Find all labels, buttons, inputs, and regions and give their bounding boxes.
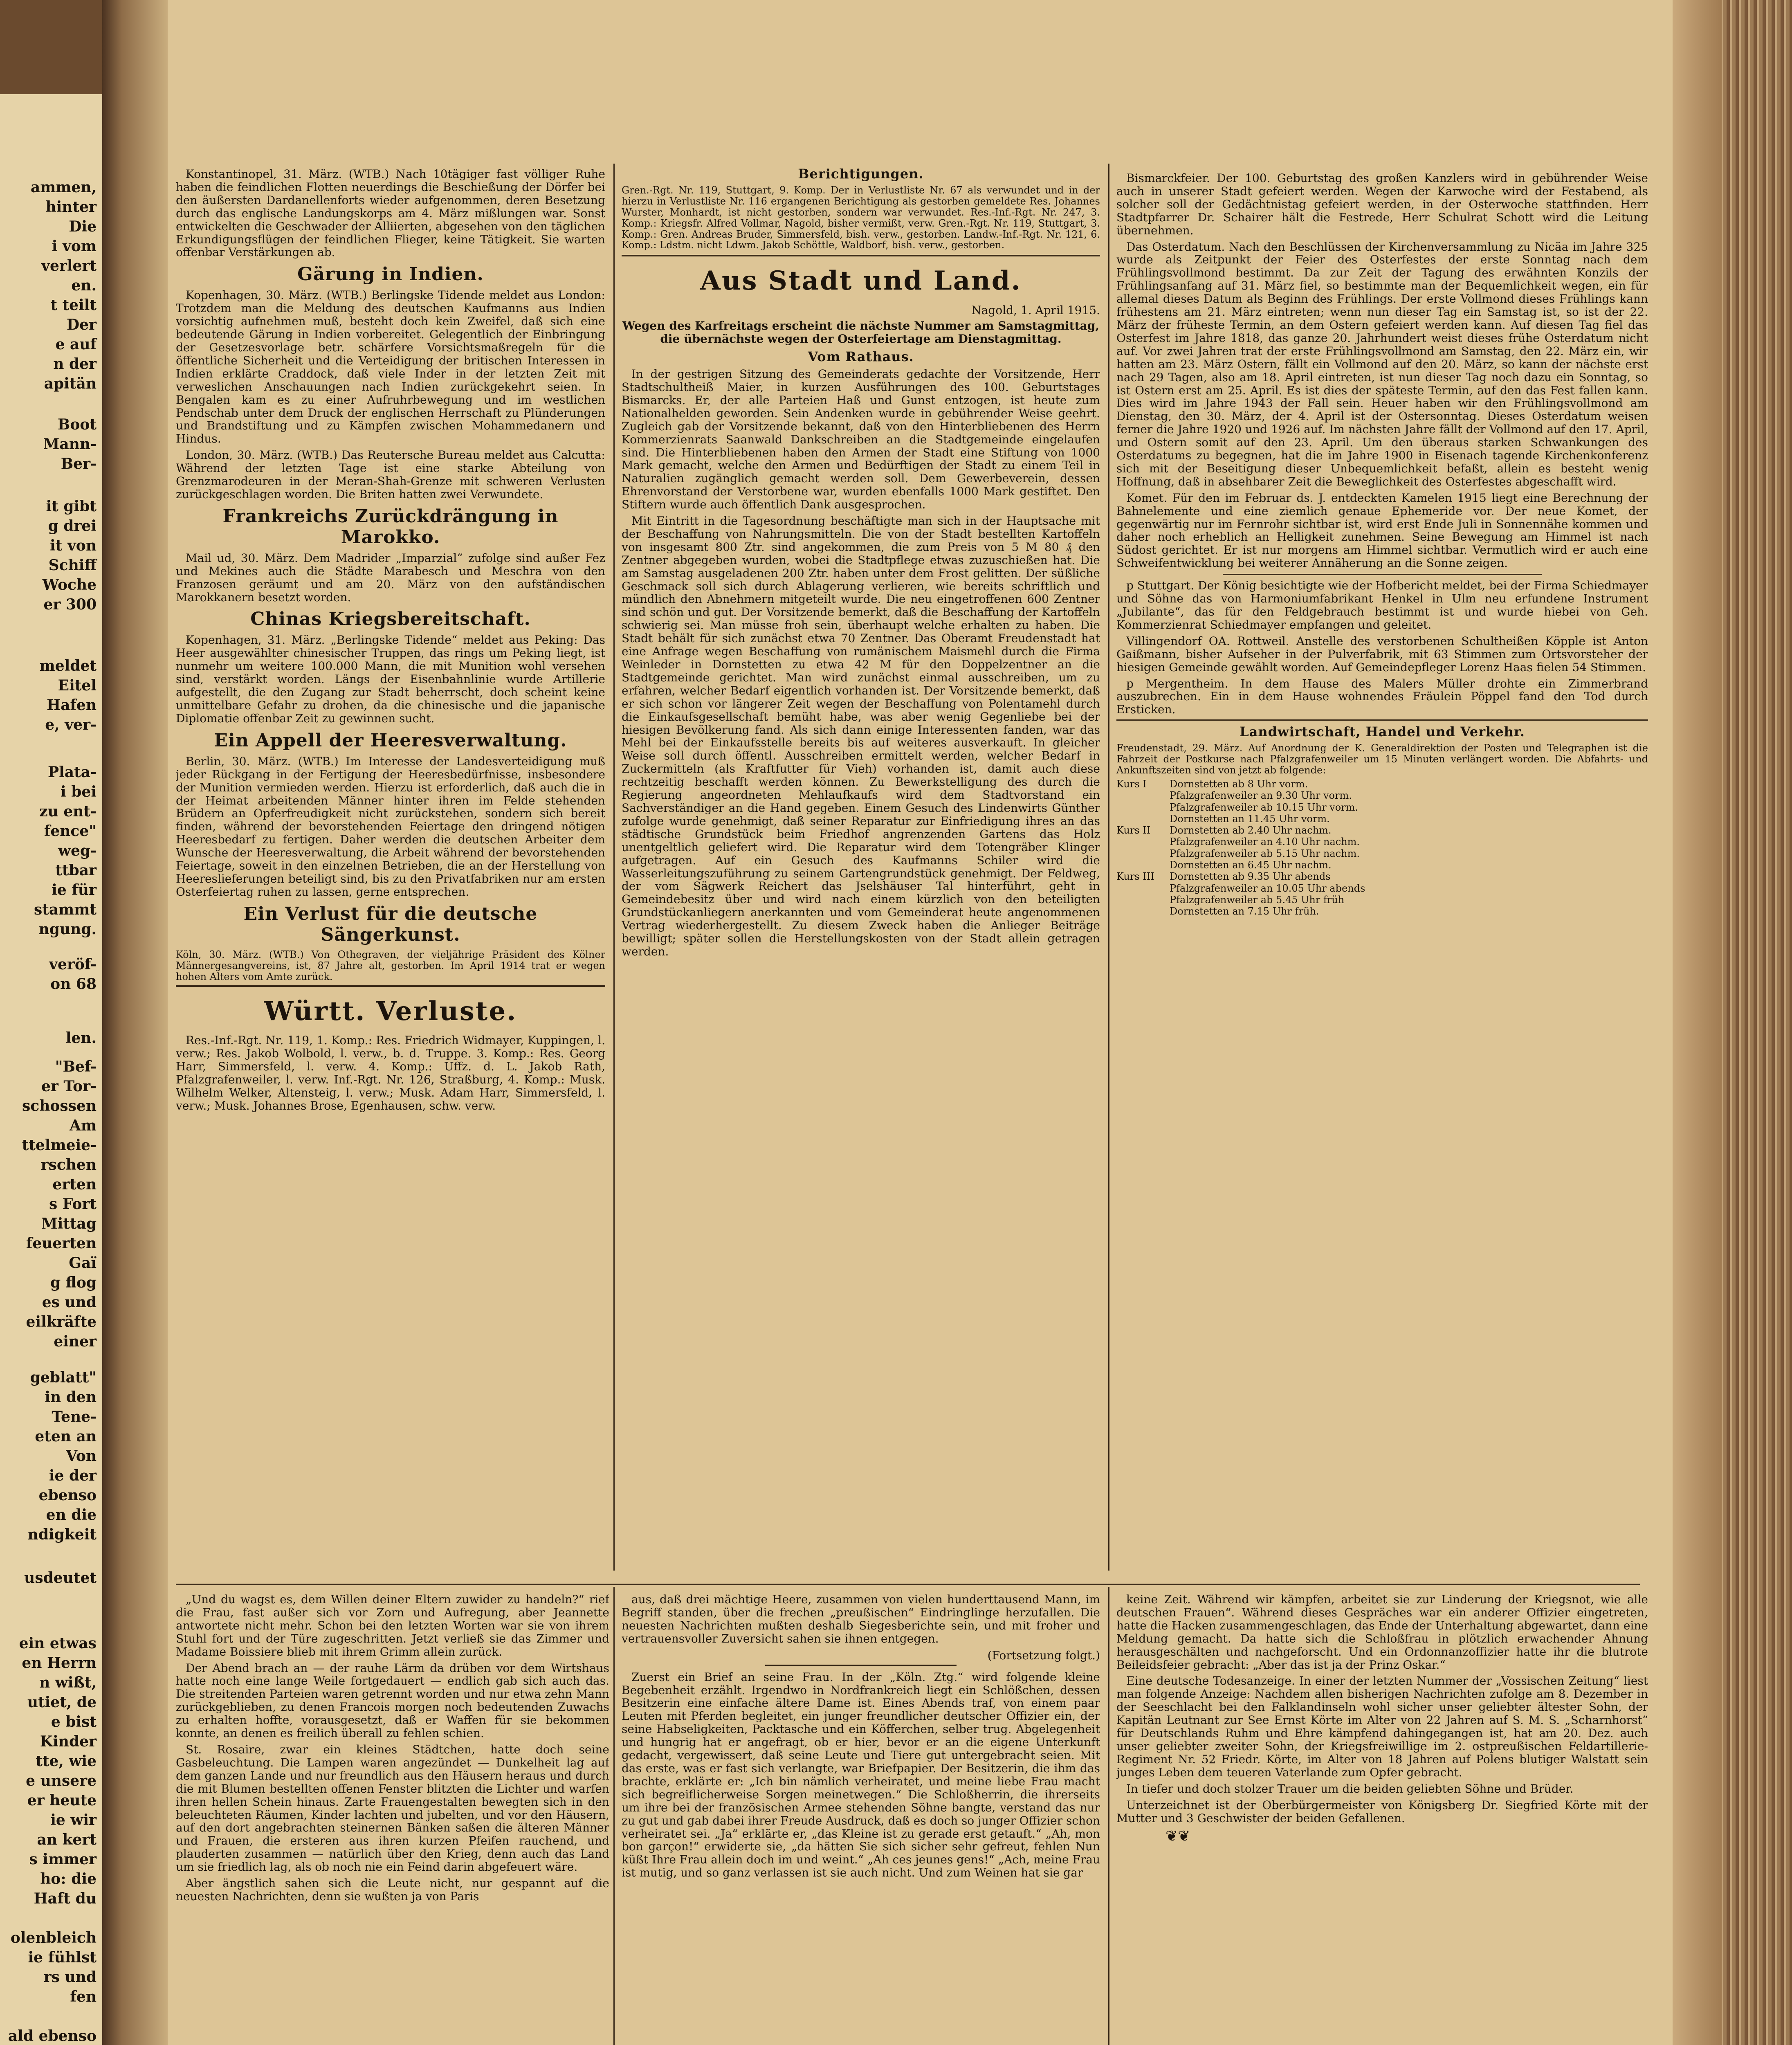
prev-page-fragment: einer	[54, 1333, 97, 1350]
headline-landwirtschaft: Landwirtschaft, Handel und Verkehr.	[1240, 724, 1525, 740]
prev-page-fragment: feuerten	[26, 1235, 97, 1252]
prev-page-fragment: schossen	[22, 1097, 97, 1115]
schedule-kurs: Kurs I	[1116, 778, 1147, 790]
prev-page-fragment: Boot	[57, 416, 97, 433]
prev-page-fragment: Haft du	[34, 1890, 97, 1907]
feuilleton-3-p4: Unterzeichnet ist der Oberbürgermeister von Königsberg Dr. Siegfried Körte mit der Mutter und 3 Geschwister der beiden Gefallenen.	[1116, 1798, 1648, 1825]
prev-page-fragment: olenbleich	[10, 1929, 97, 1946]
prev-page-fragment: eilkräfte	[26, 1313, 97, 1330]
feuilleton-column-1	[176, 1593, 609, 2045]
prev-page-fragment: ho: die	[40, 1870, 97, 1888]
prev-page-fragment: er 300	[43, 596, 97, 613]
prev-page-fragment: an kert	[37, 1831, 97, 1848]
article-indien-1: Kopenhagen, 30. März. (WTB.) Berlingske Tidende meldet aus London: Trotzdem man die Meldung des deutschen Kaufmanns aus Indien vorsichtig aufnehmen muß, besteht doch kein Zweifel, daß sich eine bedeutende Gärung in Indien vorbereitet. Gelegentlich der Einbringung der Gesetzesvorlage betr. schärfere Vorsichtsmaßregeln für die öffentliche Sicherheit und die Verteidigung der britischen Interessen in Indien erklärte Craddock, daß viele Inder in der letzten Zeit mit verweslichen Anschauungen nach Indien zurückgekehrt seien. In Bengalen kam es zu einer Aufruhrbewegung und im westlichen Pendschab unter dem Druck der englischen Herrschaft zu Plünderungen und Brandstiftung und zu Kämpfen zwischen Mohammedanern und Hindus.	[176, 288, 605, 446]
column-2	[622, 164, 1100, 1575]
prev-page-fragment: stammt	[34, 901, 97, 918]
prev-page-fragment: zu ent-	[39, 803, 97, 820]
prev-page-fragment: on 68	[50, 975, 97, 993]
prev-page-fragment: e bist	[51, 1713, 97, 1730]
prev-page-fragment: Gaï	[69, 1254, 97, 1272]
article-saenger: Köln, 30. März. (WTB.) Von Othegraven, der vieljährige Präsident des Kölner Männergesangvereins, ist, 87 Jahre alt, gestorben. Im April 1914 trat er wegen hohen Alters vom Amte zurück.	[176, 948, 605, 982]
schedule-row	[1116, 836, 1648, 847]
schedule-kurs	[1116, 802, 1165, 813]
article-indien-2: London, 30. März. (WTB.) Das Reutersche Bureau meldet aus Calcutta: Während der letzten Tage ist eine starke Abteilung von Grenzmarodeuren in der Meran-Shah-Grenze mit schweren Verlusten zurückgeschlagen worden. Die Briten hatten zwei Verwundete.	[176, 448, 605, 501]
headline-marokko: Frankreichs Zurückdrängung in Marokko.	[222, 506, 559, 548]
prev-page-fragment: Hafen	[47, 697, 97, 714]
prev-page-fragment: e, ver-	[45, 716, 97, 733]
prev-page-fragment: rschen	[40, 1156, 97, 1173]
headline-verluste: Württ. Verluste.	[264, 996, 517, 1027]
schedule-row	[1116, 883, 1648, 894]
article-marokko: Mail ud, 30. März. Dem Madrider „Imparzial“ zufolge sind außer Fez und Mekines auch die Städte Marabesch und Meschra von den Franzosen geräumt und am 20. März von den aufständischen Marokkanern besetzt worden.	[176, 551, 605, 604]
feuilleton-1-p3: St. Rosaire, zwar ein kleines Städtchen, hatte doch seine Gasbeleuchtung. Die Lampen waren angezündet — Dunkelheit lag auf dem ganzen Lande und nur freundlich aus den Häusern heraus und durch die mit Blumen bestellten offenen Fenster blitzten die Lichter und warfen ihren hellen Schein hinaus. Zarte Frauengestalten bewegten sich in den beleuchteten Räumen, Kinder lachten und jubelten, und vor den Häusern, auf den dort angebrachten steinernen Bänken saßen die älteren Männer und Frauen, die ersteren aus ihren kurzen Pfeifen rauchend, und plauderten zusammen — natürlich über den Krieg, denn auch das Land um sie friedlich lag, als ob noch nie ein Feind darin abgefeuert wäre.	[176, 1742, 609, 1874]
prev-page-fragment: usdeutet	[24, 1569, 97, 1587]
prev-page-fragment: Die	[69, 218, 97, 235]
prev-page-fragment: er Tor-	[41, 1078, 97, 1095]
schedule-row	[1116, 894, 1648, 906]
prev-page-fragment: en die	[46, 1506, 97, 1524]
prev-page-fragment: ie fühlst	[28, 1949, 97, 1966]
prev-page-fragment: ammen,	[30, 179, 97, 196]
schedule-time: Pfalzgrafenweiler an 10.05 Uhr abends	[1170, 882, 1365, 894]
schedule-time: Dornstetten ab 8 Uhr vorm.	[1170, 778, 1308, 790]
prev-page-fragment: verlert	[41, 257, 97, 274]
article-villingendorf: Villingendorf OA. Rottweil. Anstelle des verstorbenen Schultheißen Köpple ist Anton Gaißmann, bisher Aufseher in der Pulverfabrik, mit 63 Stimmen zum Ortsvorsteher der hiesigen Gemeinde gewählt worden. Auf Gemeindepfleger Lorenz Haas fielen 54 Stimmen.	[1116, 634, 1648, 674]
prev-page-fragment: ie der	[49, 1467, 97, 1484]
prev-page-fragment: it gibt	[46, 498, 97, 515]
article-rathaus-1: In der gestrigen Sitzung des Gemeinderats gedachte der Vorsitzende, Herr Stadtschultheiß Maier, in kurzen Ausführungen des 100. Geburtstages Bismarcks. Er, der alle Parteien Haß und Gunst entzogen, ist heute zum Nationalhelden geworden. Sein Andenken wurde in gebührender Weise geehrt. Zugleich gab der Vorsitzende bekannt, daß von den Hinterbliebenen des Herrn Kommerzienrats Saanwald Dankschreiben an die Stadtgemeinde eingelaufen sind. Die Hinterbliebenen haben den Armen der Stadt eine Stiftung von 1000 Mark gemacht, welche den Armen und Bedürftigen der Stadt zu einem Teil in Naturalien zugänglich gemacht werden soll. Dem Gewerbeverein, dessen Ehrenvorstand der Verstorbene war, wurden ebenfalls 1000 Mark gestiftet. Den Stiftern wurde auch öffentlich Dank ausgesprochen.	[622, 367, 1100, 512]
article-china: Kopenhagen, 31. März. „Berlingske Tidende“ meldet aus Peking: Das Heer ausgewählter chinesischer Truppen, das rings um Peking liegt, ist nunmehr um weitere 100.000 Mann, die mit Munition wohl versehen sind, verstärkt worden. Längs der Eisenbahnlinie wurde Artillerie aufgestellt, die den Zugang zur Stadt beherrscht, doch scheint keine unmittelbare Gefahr zu drohen, da die chinesische und die japanische Diplomatie offenbar Zeit zu gewinnen sucht.	[176, 633, 605, 725]
prev-page-fragment: Von	[66, 1447, 97, 1465]
feuilleton-column-2	[622, 1593, 1100, 2045]
prev-page-fragment: en Herrn	[22, 1654, 97, 1672]
schedule-row	[1116, 778, 1648, 790]
headline-stadt-und-land: Aus Stadt und Land.	[700, 265, 1022, 297]
schedule-row	[1116, 848, 1648, 859]
article-berichtigungen: Gren.-Rgt. Nr. 119, Stuttgart, 9. Komp. Der in Verlustliste Nr. 67 als verwundet und in der hierzu in Verlustliste Nr. 116 ergangenen Berichtigung als gestorben gemeldete Res. Johannes Wurster, Monhardt, ist nicht gestorben, sondern war verwundet. Res.-Inf.-Rgt. Nr. 247, 3. Komp.: Kriegsfr. Alfred Vollmar, Nagold, bisher vermißt, verw. Gren.-Rgt. Nr. 119, Stuttgart, 3. Komp.: Gren. Andreas Bruder, Simmersfeld, bish. verw., gestorben. Landw.-Inf.-Rgt. Nr. 121, 6. Komp.: Ldstm. nicht Ldwm. Jakob Schöttle, Waldborf, bish. verw., gestorben.	[622, 184, 1100, 251]
article-appell: Berlin, 30. März. (WTB.) Im Interesse der Landesverteidigung muß jeder Rückgang in der Fertigung der Heeresbedürfnisse, insbesondere der Munition vermieden werden. Hierzu ist erforderlich, daß auch die in der Heimat arbeitenden Männer hinter ihren im Felde stehenden Brüdern an Opferfreudigkeit nicht zurückstehen, sondern sich bereit finden, während der bevorstehenden Feiertage den dringend nötigen Heeresbedarf zu fertigen. Daher werden die deutschen Arbeiter dem Wunsche der Heeresverwaltung, die Arbeit während der bevorstehenden Feiertage, soweit in den einzelnen Betrieben, die an der Herstellung von Heereslieferungen beteiligt sind, bis zu den Privatfabriken nur am ersten Osterfeiertag ruhen zu lassen, gerne entsprechen.	[176, 754, 605, 899]
schedule-time: Dornstetten an 11.45 Uhr vorm.	[1170, 813, 1330, 825]
prev-page-fragment: ndigkeit	[27, 1526, 97, 1543]
prev-page-fragment: len.	[65, 1029, 97, 1047]
schedule-time: Dornstetten ab 9.35 Uhr abends	[1170, 871, 1331, 883]
prev-page-fragment: n der	[53, 355, 97, 373]
schedule-row	[1116, 802, 1648, 813]
headline-saenger: Ein Verlust für die deutsche Sängerkunst.	[243, 903, 538, 945]
prev-page-fragment: fence"	[44, 822, 97, 840]
ornament-icon: ❦❦	[1165, 1828, 1190, 1845]
prev-page-fragment: meldet	[39, 657, 97, 674]
prev-page-fragment: ald ebenso	[8, 2027, 97, 2045]
column-rule-1	[613, 164, 615, 1571]
feuilleton-2-p1: aus, daß drei mächtige Heere, zusammen von vielen hunderttausend Mann, im Begriff standen, über die frechen „preußischen“ Eindringlinge herzufallen. Die neuesten Nachrichten mußten deshalb Siegesberichte sein, und mit froher und vertrauensvoller Zuversicht sahen sie ihnen entgegen.	[622, 1593, 1100, 1645]
prev-page-fragment: ein etwas	[19, 1635, 97, 1652]
feuilleton-rule-1	[613, 1587, 615, 2045]
book-gutter	[102, 0, 168, 2045]
article-komet: Komet. Für den im Februar ds. J. entdeckten Kamelen 1915 liegt eine Berechnung der Bahnelemente und eine ziemlich genaue Ephemeride vor. Der neue Komet, der gegenwärtig nur im Fernrohr sichtbar ist, wird erst Ende Juli in Sonnennähe kommen und daher noch erheblich an Helligkeit zunehmen. Seine Bewegung am Himmel ist nach Südost gerichtet. Er ist nur morgens am Himmel sichtbar. Vermutlich wird er auch eine Schweifentwicklung bei weiterer Annäherung an die Sonne zeigen.	[1116, 491, 1648, 570]
prev-page-fragment: Mittag	[41, 1215, 97, 1232]
article-stuttgart: p Stuttgart. Der König besichtigte wie der Hofbericht meldet, bei der Firma Schiedmayer und Söhne das von Harmoniumfabrikant Henkel in Ulm neu erfundene Instrument „Jubilante“, das für den Feldgebrauch bestimmt ist und wurde hiebei von Geh. Kommerzienrat Schiedmayer empfangen und geleitet.	[1116, 579, 1648, 631]
feuilleton-1-p1: „Und du wagst es, dem Willen deiner Eltern zuwider zu handeln?“ rief die Frau, fast außer sich vor Zorn und Aufregung, aber Jeannette antwortete nicht mehr. Schon bei den letzten Worten war sie von ihrem Stuhl fort und der Türe zugeschritten. Jetzt verließ sie das Zimmer und Madame Boissiere blieb mit ihrem Grimm allein zurück.	[176, 1593, 609, 1658]
article-bismarckfeier: Bismarckfeier. Der 100. Geburtstag des großen Kanzlers wird in gebührender Weise auch in unserer Stadt gefeiert werden. Wegen der Karwoche wird der Festabend, als solcher soll der Gedächtnistag gefeiert werden, in der Osterwoche stattfinden. Herr Stadtpfarrer Dr. Schairer hält die Festrede, Herr Schulrat Schott wird die Leitung übernehmen.	[1116, 172, 1648, 237]
prev-page-fragment: eten an	[35, 1428, 97, 1445]
schedule-row	[1116, 906, 1648, 917]
schedule-kurs	[1116, 848, 1165, 859]
prev-page-fragment: weg-	[58, 842, 97, 859]
prev-page-fragment: g drei	[48, 517, 97, 535]
prev-page-fragment: e auf	[55, 336, 97, 353]
notice-karfreitag: Wegen des Karfreitags erscheint die nächste Nummer am Samstagmittag, die übernächste wegen der Osterfeiertage am Dienstagmittag.	[622, 319, 1100, 346]
headline-berichtigungen: Berichtigungen.	[798, 166, 924, 182]
article-verluste: Res.-Inf.-Rgt. Nr. 119, 1. Komp.: Res. Friedrich Widmayer, Kuppingen, l. verw.; Res. Jakob Wolbold, l. verw., b. d. Truppe. 3. Komp.: Res. Georg Harr, Simmersfeld, l. verw. 4. Komp.: Uffz. d. L. Jakob Rath, Pfalzgrafenweiler, l. verw. Inf.-Rgt. Nr. 126, Straßburg, 4. Komp.: Musk. Wilhelm Welker, Altensteig, l. verw.; Musk. Adam Harr, Simmersfeld, l. verw.; Musk. Johannes Brose, Egenhausen, schw. verw.	[176, 1034, 605, 1112]
schedule-time: Dornstetten an 6.45 Uhr nachm.	[1170, 859, 1332, 871]
schedule-kurs	[1116, 859, 1165, 871]
prev-page-fragment: hinter	[45, 198, 97, 216]
prev-page-fragment: t teilt	[50, 297, 97, 314]
feuilleton-1-p4: Aber ängstlich sahen sich die Leute nicht, nur gespannt auf die neuesten Nachrichten, denn sie wußten ja von Paris	[176, 1876, 609, 1903]
schedule-kurs	[1116, 790, 1165, 801]
schedule-kurs	[1116, 883, 1165, 894]
schedule-kurs	[1116, 906, 1165, 917]
prev-page-fragment: veröf-	[49, 956, 97, 973]
schedule-time: Pfalzgrafenweiler ab 10.15 Uhr vorm.	[1170, 801, 1359, 813]
prev-page-fragment: Schiff	[48, 557, 97, 574]
fortsetzung-folgt: (Fortsetzung folgt.)	[987, 1648, 1100, 1662]
feuilleton-3-p2: Eine deutsche Todesanzeige. In einer der letzten Nummer der „Vossischen Zeitung“ liest man folgende Anzeige: Nachdem allen bisherigen Nachrichten zufolge am 8. Dezember in der Seeschlacht bei den Falklandinseln wohl sicher unser geliebter ältester Sohn, der Kapitän Leutnant zur See Ernst Körte im Alter von 22 Jahren auf S. M. S. „Scharnhorst“ für Deutschlands Ruhm und Ehre kämpfend dahingegangen ist, hat am 20. Dez. auch unser geliebter zweiter Sohn, der Kriegsfreiwillige im 2. ostpreußischen Feldartillerie-Regiment Nr. 52 Friedr. Körte, im Alter von 18 Jahren auf Polens blutiger Walstatt sein junges Leben dem teueren Vaterlande zum Opfer gebracht.	[1116, 1674, 1648, 1779]
feuilleton-1-p2: Der Abend brach an — der rauhe Lärm da drüben vor dem Wirtshaus hatte noch eine lange Weile fortgedauert — endlich gab sich auch das. Die streitenden Parteien waren getrennt worden und nur etwa zehn Mann zurückgeblieben, zu denen Francois morgen noch bedeutenden Zuwachs zu erhalten hoffte, vorausgesetzt, daß er Waffen für sie bekommen konnte, an denen es freilich überall zu fehlen schien.	[176, 1661, 609, 1740]
feuilleton-3-p1: keine Zeit. Während wir kämpfen, arbeitet sie zur Linderung der Kriegsnot, wie alle deutschen Frauen“. Während dieses Gespräches war ein anderer Offizier eingetreten, hatte die Hacken zusammengeschlagen, das Ende der Unterhaltung abgewartet, dann eine Meldung gemacht. Da hatte sich die Schloßfrau in plötzlich erwachender Ahnung herausgeschälten und nachgeforscht. Und ein Ordonnanzoffizier hatte ihr die blutrote Beileidsfeier gebracht: „Aber das ist ja der Prinz Oskar.“	[1116, 1593, 1648, 1672]
prev-page-fragment: ebenso	[38, 1487, 97, 1504]
prev-page-fragment: i bei	[61, 783, 97, 800]
feuilleton-2-p2: Zuerst ein Brief an seine Frau. In der „Köln. Ztg.“ wird folgende kleine Begebenheit erzählt. Irgendwo in Nordfrankreich liegt ein Schlößchen, dessen Besitzerin eine einfache ältere Dame ist. Eines Abends traf, von einem paar Leuten mit Pferden begleitet, ein junger freundlicher deutscher Offizier ein, der seine Habseligkeiten, Packtasche und ein Köfferchen, selber trug. Abgelegenheit und hungrig hat er angefragt, ob er hier, bevor er an die eigene Unterkunft gedacht, vergewissert, daß seine Leute und Tiere gut untergebracht seien. Mit das erste, was er fast sich verlangte, war Briefpapier. Der Besitzerin, die ihm das brachte, erklärte er: „Ich bin nämlich verheiratet, und meine liebe Frau macht sich begreiflicherweise Sorgen meinetwegen.“ Die Schloßherrin, die ihrerseits um ihre bei der französischen Armee stehenden Söhne bangte, verstand das nur zu gut und gab dabei ihrer Freude Ausdruck, daß es doch so junger Offizier schon verheiratet sei. „Ja“ erklärte er, „das Kleine ist zu gerade erst getauft.“ „Ah, mon bon garçon!“ erwiderte sie, „da hätten Sie sich sicher sehr gefreut, fehlen Nun küßt Ihre Frau allein doch im und weint.“ „Ah ces jeunes gens!“ „Ach, meine Frau ist mutig, und so ganz verlassen ist sie auch nicht. Und zum Weinen hat sie gar	[622, 1670, 1100, 1880]
prev-page-fragment: s immer	[29, 1851, 97, 1868]
previous-page-edge	[0, 94, 102, 2045]
schedule-time: Dornstetten an 7.15 Uhr früh.	[1170, 906, 1319, 917]
schedule-kurs: Kurs II	[1116, 825, 1151, 836]
prev-page-fragment: Am	[69, 1117, 97, 1134]
column-3	[1116, 172, 1648, 1579]
prev-page-fragment: Kinder	[40, 1733, 97, 1750]
column-rule-2	[1108, 164, 1109, 1571]
schedule-row	[1116, 859, 1648, 871]
schedule-time: Pfalzgrafenweiler ab 5.15 Uhr nachm.	[1170, 847, 1360, 859]
prev-page-fragment: Woche	[42, 576, 97, 593]
prev-page-fragment: ttbar	[55, 862, 97, 879]
headline-rathaus: Vom Rathaus.	[808, 349, 914, 365]
prev-page-fragment: apitän	[44, 375, 97, 392]
article-osterdatum: Das Osterdatum. Nach den Beschlüssen der Kirchenversammlung zu Nicäa im Jahre 325 wurde als Zeitpunkt der Feier des Osterfestes der erste Sonntag nach dem Frühlingsvollmond bestimmt. Da zur Zeit der Tagung des erwähnten Konzils der Frühlingsanfang auf 31. März fiel, so bestimmte man der Bequemlichkeit wegen, ein für allemal dieses Datum als Beginn des Frühlings. Der erste Vollmond dieses Frühlings kann frühestens am 21. März eintreten; wenn nun dieser Tag ein Samstag ist, so ist der 22. März der früheste Termin, an dem Ostern gefeiert werden kann. Auf diesen Tag fiel das Osterfest im Jahre 1818, das ganze 20. Jahrhundert weist dieses frühe Osterdatum nicht auf. Vor zwei Jahren trat der erste Frühlingsvollmond am Samstag, den 22. März ein, wir hatten am 23. März Ostern, fällt ein Vollmond auf den 20. März, so kann der nächste erst nach 29 Tagen, also am 18. April eintreten, ist nun dieser Tag noch dazu ein Sonntag, so ist Ostern erst am 25. April. Es ist dies der späteste Termin, auf den das Fest fallen kann. Dies wird im Jahre 1943 der Fall sein. Heuer haben wir den Frühlingsvollmond am Dienstag, den 30. März, der 4. April ist der Ostersonntag. Dieses Osterdatum weisen ferner die Jahre 1920 und 1926 auf. Im nächsten Jahre fällt der Vollmond auf den 17. April, und Ostern somit auf den 23. April. Um den überaus starken Schwankungen des Osterdatums zu begegnen, hat die im Jahre 1900 in Eisenach tagende Kirchenkonferenz sich mit der Beseitigung dieser Unbequemlichkeit befaßt, allein es besteht wenig Hoffnung, daß in absehbarer Zeit die Beweglichkeit des Osterfestes abgeschafft wird.	[1116, 240, 1648, 488]
prev-page-fragment: s Fort	[49, 1196, 97, 1213]
schedule-time: Dornstetten ab 2.40 Uhr nachm.	[1170, 825, 1332, 836]
headline-china: Chinas Kriegsbereitschaft.	[250, 609, 531, 630]
schedule-row	[1116, 871, 1648, 882]
prev-page-fragment: Tene-	[52, 1408, 97, 1425]
dateline-nagold: Nagold, 1. April 1915.	[971, 303, 1100, 317]
schedule-kurs: Kurs III	[1116, 871, 1154, 883]
book-binding	[1673, 0, 1792, 2045]
prev-page-fragment: Ber-	[61, 455, 97, 472]
prev-page-fragment: ie für	[52, 881, 97, 899]
feuilleton-3-p3: In tiefer und doch stolzer Trauer um die beiden geliebten Söhne und Brüder.	[1126, 1782, 1574, 1796]
prev-page-fragment: ttelmeie-	[22, 1137, 97, 1154]
prev-page-fragment: ngung.	[38, 921, 97, 938]
prev-page-fragment: rs und	[43, 1969, 97, 1986]
schedule-row	[1116, 825, 1648, 836]
prev-page-fragment: g flog	[50, 1274, 97, 1291]
article-mergentheim: p Mergentheim. In dem Hause des Malers Müller drohte ein Zimmerbrand auszubrechen. Ein in dem Hause wohnendes Fräulein Pöppel fand den Tod durch Ersticken.	[1116, 676, 1648, 717]
headline-indien: Gärung in Indien.	[297, 264, 484, 285]
headline-appell: Ein Appell der Heeresverwaltung.	[214, 730, 567, 751]
prev-page-fragment: it von	[50, 537, 97, 554]
prev-page-fragment: fen	[70, 1988, 97, 2005]
schedule-time: Pfalzgrafenweiler an 9.30 Uhr vorm.	[1170, 790, 1352, 802]
schedule-kurs	[1116, 813, 1165, 825]
postkurs-schedule	[1116, 778, 1648, 917]
prev-page-fragment: utiet, de	[27, 1694, 97, 1711]
schedule-time: Pfalzgrafenweiler ab 5.45 Uhr früh	[1170, 894, 1345, 906]
prev-page-fragment: n wißt,	[39, 1674, 97, 1691]
prev-page-fragment: Mann-	[43, 436, 97, 453]
article-konstantinopel: Konstantinopel, 31. März. (WTB.) Nach 10tägiger fast völliger Ruhe haben die feindlichen Flotten neuerdings die Beschießung der Dörfer bei den äußersten Dardanellenforts wieder aufgenommen, deren Besetzung durch das englische Landungskorps am 4. März mißlungen war. Sonst entwickelten die Geschwader der Alliierten, abgesehen von den täglichen Erkundigungsflügen der feindlichen Flieger, keine Tätigkeit. Sie warten offenbar Verstärkungen ab.	[176, 168, 605, 259]
feuilleton-rule-2	[1108, 1587, 1109, 2045]
newspaper-page	[168, 0, 1673, 2045]
schedule-kurs	[1116, 836, 1165, 847]
prev-page-fragment: in den	[45, 1389, 97, 1406]
schedule-time: Pfalzgrafenweiler an 4.10 Uhr nachm.	[1170, 836, 1360, 848]
prev-page-fragment: geblatt"	[30, 1369, 97, 1386]
feuilleton-column-3	[1116, 1593, 1648, 2045]
feuilleton-rule	[176, 1584, 1640, 1585]
column-1	[176, 168, 605, 1575]
prev-page-fragment: erten	[52, 1176, 97, 1193]
prev-page-fragment: i vom	[52, 238, 97, 255]
schedule-row	[1116, 790, 1648, 801]
prev-page-fragment: ie wir	[50, 1811, 97, 1829]
prev-page-fragment: en.	[71, 277, 97, 294]
prev-page-fragment: "Bef-	[55, 1058, 97, 1075]
prev-page-fragment: Plata-	[48, 764, 97, 781]
schedule-row	[1116, 813, 1648, 825]
article-freudenstadt: Freudenstadt, 29. März. Auf Anordnung der K. Generaldirektion der Posten und Telegraphen ist die Fahrzeit der Postkurse nach Pfalzgrafenweiler um 15 Minuten verlängert worden. Die Abfahrts- und Ankunftszeiten sind von jetzt ab folgende:	[1116, 742, 1648, 776]
prev-page-fragment: Eitel	[58, 677, 97, 694]
prev-page-fragment: Der	[66, 316, 97, 333]
prev-page-fragment: tte, wie	[36, 1753, 97, 1770]
prev-page-fragment: er heute	[27, 1792, 97, 1809]
article-rathaus-2: Mit Eintritt in die Tagesordnung beschäftigte man sich in der Hauptsache mit der Beschaffung von Nahrungsmitteln. Die von der Stadt bestellten Kartoffeln von insgesamt 800 Ztr. sind angekommen, die zum Preis von 5 M 80 ₰ den Zentner abgegeben wurden, wobei die Stadtpflege etwas zuzuschießen hat. Die am Samstag ausgeladenen 200 Ztr. haben unter dem Frost gelitten. Der süßliche Geschmack soll sich durch Ablagerung verlieren, wie bereits schriftlich und mündlich den Abnehmern mitgeteilt wurde. Die neu eingetroffenen 600 Zentner sind schön und gut. Der Vorsitzende bemerkt, daß die Beschaffung der Kartoffeln schwierig sei. Man müsse froh sein, überhaupt welche erhalten zu haben. Die Stadt behält für sich zunächst etwa 70 Zentner. Das Oberamt Freudenstadt hat eine Anfrage wegen Beschaffung von rumänischem Maismehl durch die Firma Weinleder in Dornstetten zu etwa 42 M für den Doppelzentner an die Stadtgemeinde gerichtet. Man wird zunächst einmal ausschreiben, um zu erfahren, welcher Bedarf eigentlich vorhanden ist. Der Vorsitzende bemerkt, daß er sich schon vor längerer Zeit wegen der Beschaffung von Polentamehl durch die Einkaufsgesellschaft bemüht habe, was aber wenig Gegenliebe bei der hiesigen Bevölkerung fand. Als sich dann einige Interessenten fanden, war das Mehl bei der Einkaufsstelle bereits bis auf weiteres ausverkauft. In gleicher Weise soll durch öffentl. Ausschreiben ermittelt werden, welcher Bedarf in Zuckermitteln (als Kraftfutter für Vieh) vorhanden ist, damit auch diese rechtzeitig beschafft werden können. Zu Bewerkstelligung des durch die Regierung angeordneten Mehlaufkaufs wird dem Stadtvorstand ein Sachverständiger an die Hand gegeben. Einem Gesuch des Lindenwirts Günther zufolge wurde genehmigt, daß seiner Reparatur zur Einfriedigung ihres an das städtische Grundstück beim Friedhof angrenzenden Gartens das Holz unentgeltlich geliefert wird. Die Reparatur wird dem Totengräber Klinger aufgetragen. Auf ein Gesuch des Kaufmanns Schiler wird die Wasserleitungszuführung zu seinem Gartengrundstück genehmigt. Der Feldweg, der vom Sägwerk Reichert das Jselshäuser Tal hinterführt, geht in Gemeindebesitz über und wird nach einem kürzlich von den beteiligten Grundstückanliegern anerkannten und vom Gemeinderat heute angenommenen Vertrag wiederhergestellt. Zu diesem Zweck haben die Anlieger Beiträge bewilligt; später sollen die Herstellungskosten von der Stadt allein getragen werden.	[622, 514, 1100, 958]
prev-page-fragment: e unsere	[26, 1772, 97, 1789]
schedule-kurs	[1116, 894, 1165, 906]
prev-page-fragment: es und	[42, 1294, 97, 1311]
